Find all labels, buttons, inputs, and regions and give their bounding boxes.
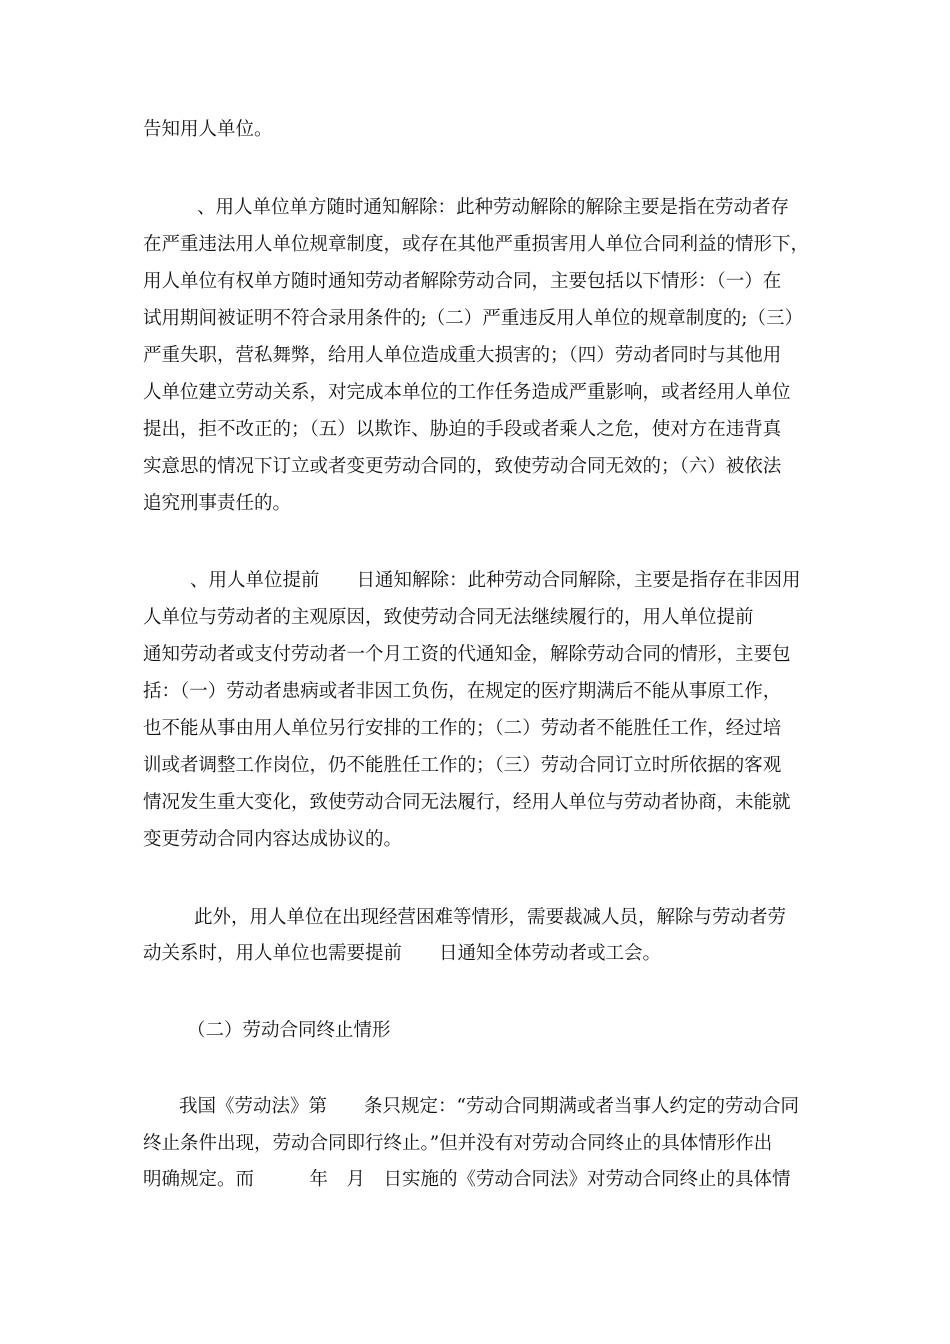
- text-line: 实意思的情况下订立或者变更劳动合同的，致使劳动合同无效的；（六）被依法: [143, 456, 782, 477]
- text-line: 变更劳动合同内容达成协议的。: [143, 829, 403, 850]
- text-line: 追究刑事责任的。: [143, 493, 292, 514]
- text-line: 动关系时，用人单位也需要提前 日通知全体劳动者或工会。: [143, 943, 662, 964]
- text-line: 通知劳动者或支付劳动者一个月工资的代通知金，解除劳动合同的情形，主要包: [143, 644, 791, 665]
- text-line: 在严重违法用人单位规章制度，或存在其他严重损害用人单位合同利益的情形下，: [143, 234, 810, 255]
- text-line: 用人单位有权单方随时通知劳动者解除劳动合同，主要包括以下情形：（一）在: [143, 271, 782, 292]
- text-line: 试用期间被证明不符合录用条件的;（二）严重违反用人单位的规章制度的;（三）: [143, 308, 803, 329]
- text-line: 我国《劳动法》第 条只规定：“劳动合同期满或者当事人约定的劳动合同: [179, 1096, 799, 1117]
- text-line: 提出，拒不改正的；（五）以欺诈、胁迫的手段或者乘人之危，使对方在违背真: [143, 419, 782, 440]
- text-line: 人单位建立劳动关系，对完成本单位的工作任务造成严重影响，或者经用人单位: [143, 382, 791, 403]
- text-line: 严重失职，营私舞弊，给用人单位造成重大损害的；（四）劳动者同时与其他用: [143, 345, 782, 366]
- text-line: 括：（一）劳动者患病或者非因工负伤，在规定的医疗期满后不能从事原工作，: [143, 681, 782, 702]
- text-line: 训或者调整工作岗位，仍不能胜任工作的；（三）劳动合同订立时所依据的客观: [143, 755, 782, 776]
- text-line: 情况发生重大变化，致使劳动合同无法履行，经用人单位与劳动者协商，未能就: [143, 792, 791, 813]
- text-line: 此外，用人单位在出现经营困难等情形，需要裁减人员，解除与劳动者劳: [194, 907, 787, 928]
- text-line: 、用人单位提前 日通知解除：此种劳动合同解除，主要是指存在非因用: [190, 570, 801, 591]
- text-line: 、用人单位单方随时通知解除：此种劳动解除的解除主要是指在劳动者存: [197, 197, 790, 218]
- text-line: 终止条件出现，劳动合同即行终止。”但并没有对劳动合同终止的具体情形作出: [143, 1133, 773, 1154]
- text-line: 也不能从事由用人单位另行安排的工作的；（二）劳动者不能胜任工作，经过培: [143, 718, 782, 739]
- section-heading: （二）劳动合同终止情形: [187, 1020, 391, 1041]
- text-line: 明确规定。而 年 月 日实施的《劳动合同法》对劳动合同终止的具体情: [143, 1169, 791, 1190]
- text-line: 人单位与劳动者的主观原因，致使劳动合同无法继续履行的，用人单位提前: [143, 607, 754, 628]
- text-line: 告知用人单位。: [143, 119, 273, 140]
